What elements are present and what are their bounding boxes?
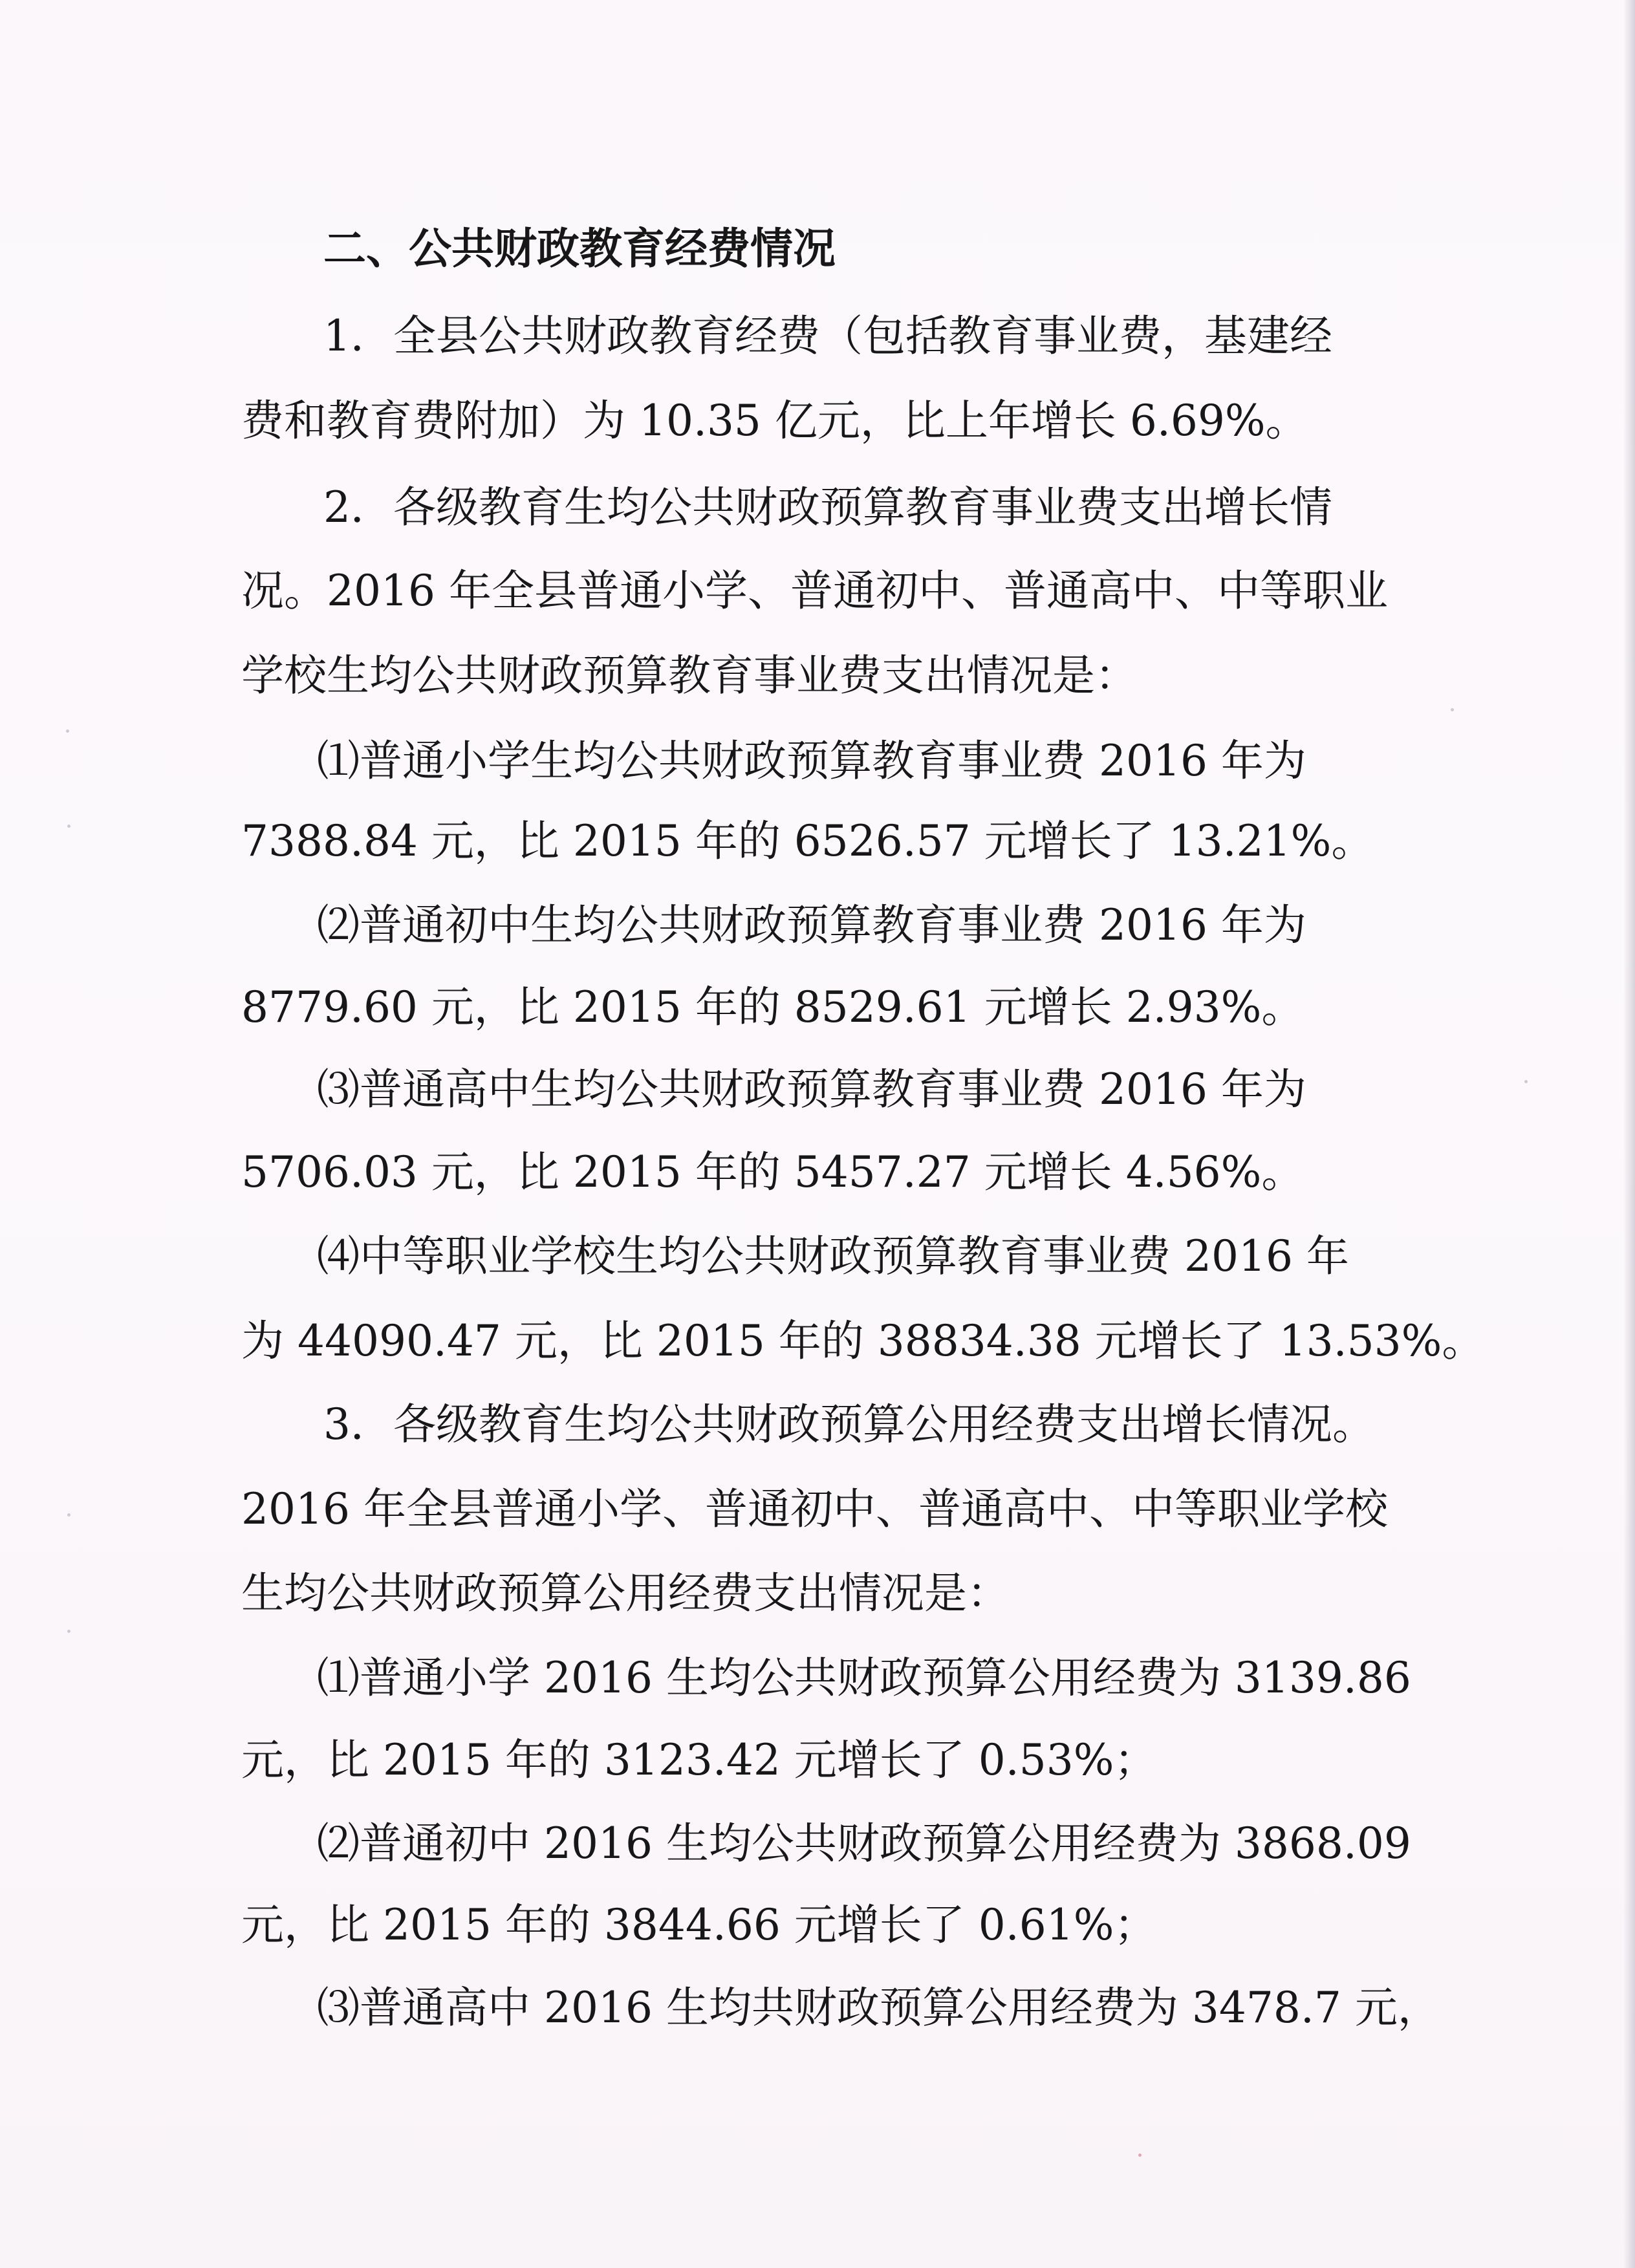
paragraph-line: 2016 年全县普通小学、普通初中、普通高中、中等职业学校 [241, 1484, 1388, 1534]
paragraph-line: ⑴普通小学 2016 生均公共财政预算公用经费为 3139.86 [317, 1653, 1411, 1703]
paragraph-line: ⑴普通小学生均公共财政预算教育事业费 2016 年为 [317, 736, 1306, 786]
paragraph-line: 为 44090.47 元，比 2015 年的 38834.38 元增长了 13.53%。 [241, 1316, 1485, 1366]
paragraph-line: ⑷中等职业学校生均公共财政预算教育事业费 2016 年 [317, 1231, 1349, 1281]
paragraph-line: 8779.60 元，比 2015 年的 8529.61 元增长 2.93%。 [241, 982, 1305, 1032]
paragraph-line: 生均公共财政预算公用经费支出情况是： [241, 1568, 1010, 1618]
paragraph-line: ⑵普通初中 2016 生均公共财政预算公用经费为 3868.09 [317, 1819, 1411, 1868]
paragraph-line: 况。2016 年全县普通小学、普通初中、普通高中、中等职业 [241, 566, 1388, 616]
paragraph-line: 2．各级教育生均公共财政预算教育事业费支出增长情 [323, 482, 1332, 532]
paragraph-line: 学校生均公共财政预算教育事业费支出情况是： [241, 651, 1138, 700]
paragraph-line: 5706.03 元，比 2015 年的 5457.27 元增长 4.56%。 [241, 1147, 1305, 1197]
paragraph-line: 费和教育费附加）为 10.35 亿元，比上年增长 6.69%。 [241, 396, 1308, 446]
paragraph-line: 元，比 2015 年的 3844.66 元增长了 0.61%； [241, 1900, 1157, 1950]
paragraph-line: 3．各级教育生均公共财政预算公用经费支出增长情况。 [323, 1399, 1375, 1449]
paragraph-line: ⑵普通初中生均公共财政预算教育事业费 2016 年为 [317, 900, 1306, 950]
paragraph-line: 1．全县公共财政教育经费（包括教育事业费，基建经 [323, 311, 1332, 361]
paragraph-line: ⑶普通高中 2016 生均共财政预算公用经费为 3478.7 元， [317, 1983, 1440, 2033]
paragraph-line: ⑶普通高中生均公共财政预算教育事业费 2016 年为 [317, 1064, 1306, 1114]
paragraph-line: 元，比 2015 年的 3123.42 元增长了 0.53%； [241, 1735, 1157, 1785]
scan-speck [1138, 2154, 1142, 2157]
section-heading: 二、公共财政教育经费情况 [323, 224, 836, 274]
paragraph-line: 7388.84 元，比 2015 年的 6526.57 元增长了 13.21%。 [241, 816, 1374, 866]
